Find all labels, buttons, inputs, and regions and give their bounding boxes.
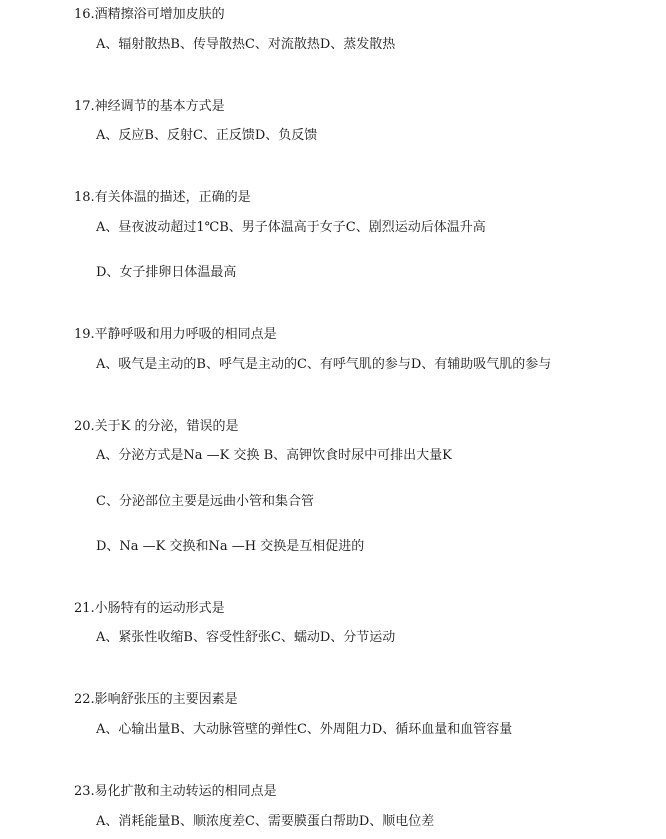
- question-18-stem: 18.有关体温的描述，正确的是: [74, 190, 251, 205]
- question-23-stem: 23.易化扩散和主动转运的相同点是: [74, 784, 277, 799]
- question-22-stem: 22.影响舒张压的主要因素是: [74, 692, 238, 707]
- question-21-stem: 21.小肠特有的运动形式是: [74, 601, 225, 616]
- question-17-stem: 17.神经调节的基本方式是: [74, 99, 225, 114]
- question-19-stem: 19.平静呼吸和用力呼吸的相同点是: [74, 327, 277, 342]
- question-18-options-line-1: A、昼夜波动超过1℃B、男子体温高于女子C、剧烈运动后体温升高: [96, 220, 486, 235]
- question-17-options: A、反应B、反射C、正反馈D、负反馈: [96, 128, 318, 143]
- question-18-options-line-2: D、女子排卵日体温最高: [96, 265, 237, 280]
- question-20-options-line-1: A、分泌方式是Na —K 交换 B、高钾饮食时尿中可排出大量K: [96, 448, 452, 463]
- question-16-stem: 16.酒精擦浴可增加皮肤的: [74, 7, 225, 22]
- question-20-options-line-2: C、分泌部位主要是远曲小管和集合管: [96, 494, 314, 509]
- question-23-options: A、消耗能量B、顺浓度差C、需要膜蛋白帮助D、顺电位差: [96, 814, 435, 829]
- question-21-options: A、紧张性收缩B、容受性舒张C、蠕动D、分节运动: [96, 630, 396, 645]
- question-16-options: A、辐射散热B、传导散热C、对流散热D、蒸发散热: [96, 37, 396, 52]
- question-19-options: A、吸气是主动的B、呼气是主动的C、有呼气肌的参与D、有辅助吸气肌的参与: [96, 357, 552, 372]
- question-20-options-line-3: D、Na —K 交换和Na —H 交换是互相促进的: [96, 539, 365, 554]
- question-22-options: A、心输出量B、大动脉管壁的弹性C、外周阻力D、循环血量和血管容量: [96, 722, 513, 737]
- question-20-stem: 20.关于K 的分泌，错误的是: [74, 419, 239, 434]
